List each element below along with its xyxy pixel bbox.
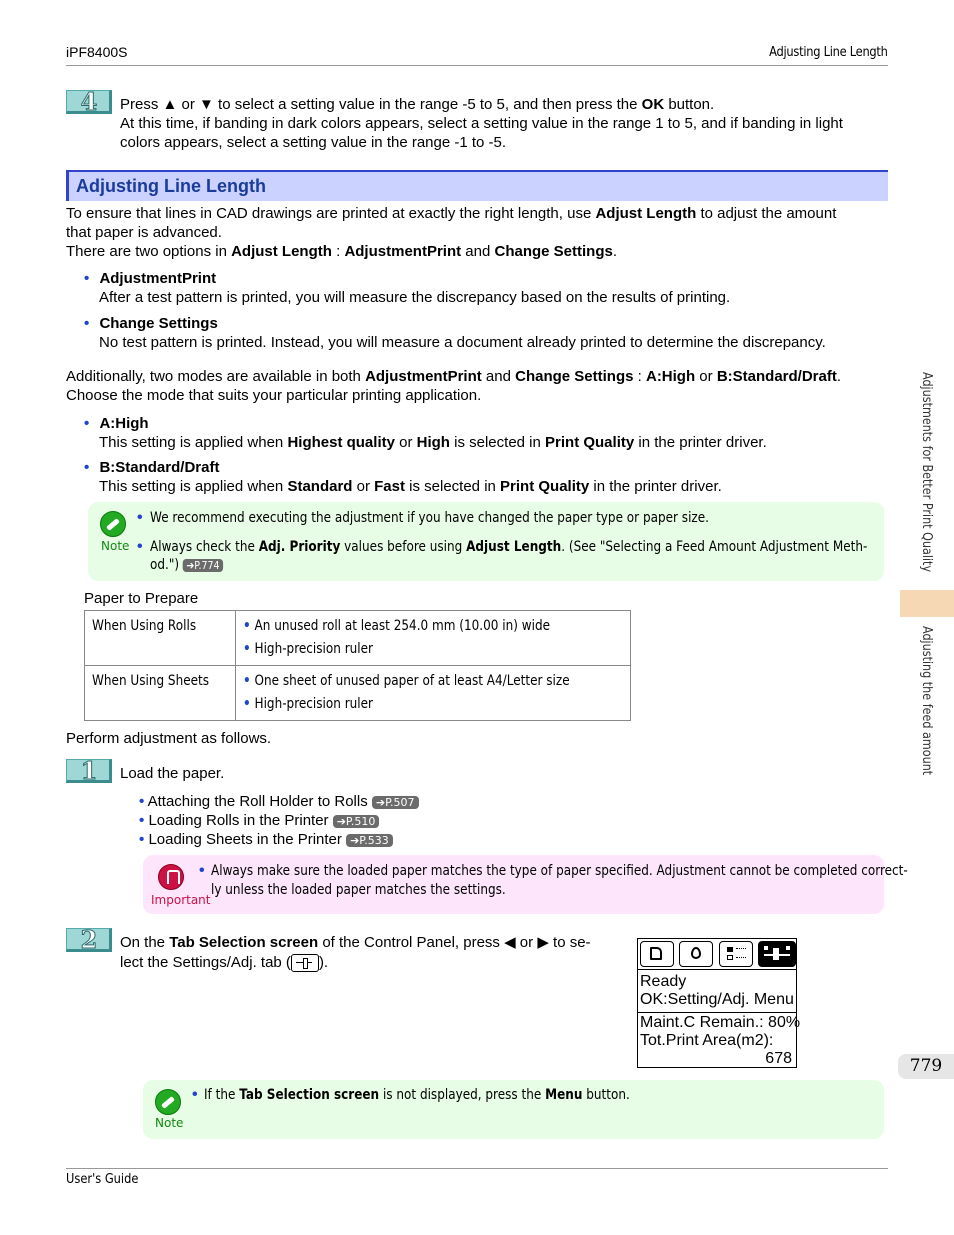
note-icon (155, 1089, 181, 1115)
paper-tab-icon (640, 941, 674, 967)
note-icon (100, 511, 126, 537)
bullet-icon: • (84, 270, 90, 287)
step-1-text: Load the paper. (120, 765, 225, 782)
header-section: Adjusting Line Length (769, 45, 888, 60)
intro-text: To ensure that lines in CAD drawings are printed at exactly the right length, use Adjust Length to adjust the amount that paper is advanced. There are two options in Adjust Length : AdjustmentPrint and Change Settings. (66, 205, 837, 260)
important-label: Important (151, 893, 211, 907)
section-title: Adjusting Line Length (76, 176, 266, 196)
side-tab-chapter[interactable]: Adjustments for Better Print Quality (919, 372, 934, 573)
bullet-icon: • (84, 315, 90, 332)
step-4-badge: 4 (66, 90, 112, 114)
step-1-link-3[interactable]: • Loading Sheets in the Printer ➔P.533 (139, 830, 393, 849)
footer-guide: User's Guide (66, 1172, 139, 1187)
left-arrow-icon: ◀ (504, 934, 516, 951)
bullet-icon: • (84, 459, 90, 476)
step-1-link-2[interactable]: • Loading Rolls in the Printer ➔P.510 (139, 811, 379, 830)
footer-divider (66, 1168, 888, 1169)
option-change-settings: • Change Settings No test pattern is printed. Instead, you will measure a document already printed to determine the discrepancy. (84, 315, 826, 351)
settings-adj-tab-icon (291, 954, 319, 972)
page-ref-link[interactable]: ➔P.510 (333, 815, 380, 828)
mode-b-standard: • B:Standard/Draft This setting is applied when Standard or Fast is selected in Print Quality in the printer driver. (84, 459, 722, 495)
settings-tab-icon (758, 941, 796, 967)
right-arrow-icon: ▶ (537, 934, 549, 951)
table-cell-item: • An unused roll at least 254.0 mm (10.00 in) wide (243, 618, 551, 634)
note-2-text: If the Tab Selection screen is not displayed, press the Menu button. (204, 1087, 630, 1103)
important-hand-icon (158, 864, 184, 890)
table-row (85, 666, 631, 721)
page-ref-link[interactable]: ➔P.507 (372, 796, 419, 809)
modes-intro: Additionally, two modes are available in both AdjustmentPrint and Change Settings : A:High or B:Standard/Draft. Choose the mode that suits your particular printing application. (66, 368, 842, 404)
prepare-caption: Paper to Prepare (84, 590, 199, 607)
table-row (85, 611, 631, 666)
side-tab-marker (900, 590, 954, 617)
note-label: Note (155, 1116, 184, 1130)
page-ref-link[interactable]: ➔P.774 (183, 559, 223, 572)
table-cell-label: When Using Sheets (92, 673, 210, 689)
step-4-text: Press ▲ or ▼ to select a setting value in the range -5 to 5, and then press the OK button. At this time, if banding in dark colors appears, select a setting value in the range 1 to 5, and if banding in light colors appears, select a setting value in the range -1 to -5. (120, 96, 843, 151)
step-2-badge: 2 (66, 928, 112, 952)
lcd-hint: OK:Setting/Adj. Menu (640, 991, 794, 1008)
table-cell-item: • One sheet of unused paper of at least A4/Letter size (243, 673, 570, 689)
option-adjustmentprint: • AdjustmentPrint After a test pattern is printed, you will measure the discrepancy based on the results of printing. (84, 270, 731, 306)
step-2-text: On the Tab Selection screen of the Control Panel, press ◀ or ▶ to se- lect the Settings/Adj. tab ( ). (120, 934, 591, 971)
page-ref-link[interactable]: ➔P.533 (346, 834, 393, 847)
important-text-1: Always make sure the loaded paper matches the type of paper specified. Adjustment cannot be completed correct- (211, 863, 908, 879)
prepare-table (84, 610, 631, 721)
table-cell-item: • High-precision ruler (243, 641, 374, 657)
note-label: Note (101, 539, 130, 553)
important-text-2: ly unless the loaded paper matches the settings. (211, 882, 506, 898)
page-number: 779 (898, 1054, 954, 1079)
bullet-icon: • (84, 415, 90, 432)
control-panel-display (637, 938, 801, 1068)
side-tab-section[interactable]: Adjusting the feed amount (919, 626, 934, 776)
perform-text: Perform adjustment as follows. (66, 730, 272, 747)
note-item-1: • (137, 509, 143, 526)
lcd-print-area-label: Tot.Print Area(m2): (640, 1032, 774, 1049)
note-item-1-text: We recommend executing the adjustment if you have changed the paper type or paper size. (150, 510, 709, 526)
note-item-2-text-cont: od.") ➔P.774 (150, 557, 223, 573)
ink-tab-icon (679, 941, 713, 967)
header-model: iPF8400S (66, 44, 128, 60)
header-divider (66, 65, 888, 66)
job-tab-icon (719, 941, 753, 967)
note-item-2: • (137, 538, 143, 555)
lcd-print-area-value: 678 (765, 1050, 792, 1067)
note-item-2-text: Always check the Adj. Priority values before using Adjust Length. (See "Selecting a Feed Amount Adjustment Meth- (150, 539, 868, 555)
bullet-icon: • (199, 862, 205, 879)
bullet-icon: • (192, 1086, 198, 1103)
lcd-status: Ready (640, 973, 687, 990)
step-1-link-1[interactable]: • Attaching the Roll Holder to Rolls ➔P.507 (139, 792, 419, 811)
mode-a-high: • A:High This setting is applied when Highest quality or High is selected in Print Quality in the printer driver. (84, 415, 767, 451)
lcd-maint-remain: Maint.C Remain.: 80% (640, 1014, 801, 1031)
step-1-badge: 1 (66, 759, 112, 783)
table-cell-item: • High-precision ruler (243, 696, 374, 712)
table-cell-label: When Using Rolls (92, 618, 197, 634)
